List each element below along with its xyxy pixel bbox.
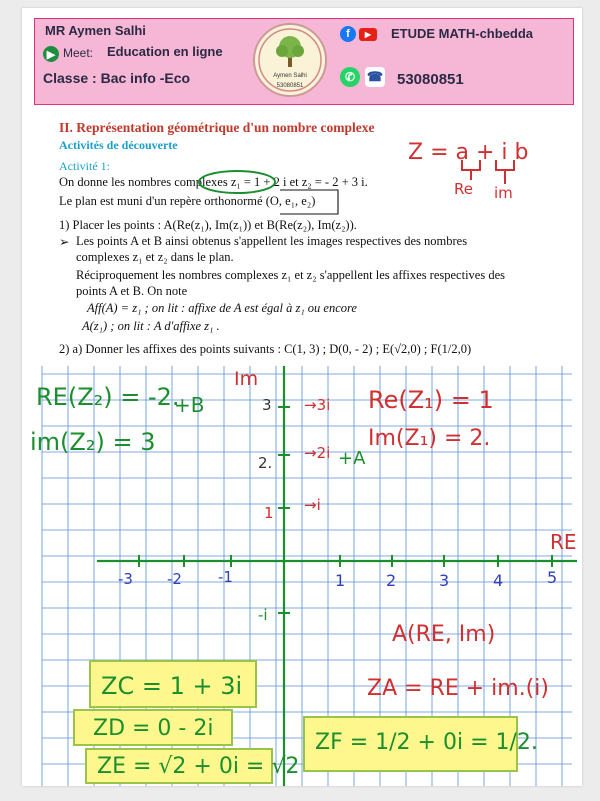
re-z1-note: Re(Z₁) = 1 (368, 386, 494, 414)
phone-number: 53080851 (397, 71, 464, 88)
point-i: →i (304, 496, 321, 514)
x-tick-minus-1: -1 (218, 568, 233, 586)
x-tick-minus-3: -3 (118, 570, 133, 588)
section-title: II. Représentation géométrique d'un nombre complexe (59, 120, 375, 135)
meet-label: Meet: (63, 46, 94, 60)
repere-bracket (280, 190, 338, 214)
re-axis-label: RE (550, 530, 577, 554)
im-axis-label: Im (234, 368, 259, 390)
re-annotation: Re (454, 180, 473, 198)
youtube-icon: ▶ (359, 28, 377, 41)
meet-value: Education en ligne (107, 44, 223, 59)
im-z2-note: im(Z₂) = 3 (30, 428, 156, 456)
images-paragraph-2: complexes z₁ et z₂ dans le plan. (76, 250, 234, 264)
zd-answer-box (73, 709, 233, 746)
phone-icon: ☎ (365, 67, 385, 87)
document-page (22, 8, 582, 786)
y-tick-1: 1 (264, 504, 274, 522)
ze-answer: ZE = √2 + 0i = √2 (97, 754, 300, 779)
meet-icon: ▶ (43, 46, 59, 62)
affixes-paragraph-2: points A et B. On note (76, 284, 188, 298)
x-tick-3: 3 (439, 571, 450, 590)
teacher-name: MR Aymen Salhi (45, 23, 146, 38)
plus-a-mark: +A (338, 448, 366, 469)
facebook-icon: f (340, 26, 356, 42)
plane-statement: Le plan est muni d'un repère orthonormé (O, e₁, e₂) (59, 194, 316, 208)
zc-answer: ZC = 1 + 3i (101, 672, 243, 700)
logo-number: 53080851 (276, 83, 304, 89)
zc-answer-box (89, 660, 257, 708)
whatsapp-icon: ✆ (340, 67, 360, 87)
z1-highlight-circle (199, 171, 275, 193)
given-numbers: On donne les nombres complexes z₁ = 1 + 2 i et z₂ = - 2 + 3 i. (59, 175, 368, 189)
question-2a: 2) a) Donner les affixes des points suivants : C(1, 3) ; D(0, - 2) ; E(√2,0) ; F(1/2,0) (59, 342, 472, 356)
a-coordinates: A(RE, Im) (392, 622, 496, 647)
point-2i: →2i (304, 444, 331, 462)
za-definition: ZA = RE + im.(i) (367, 676, 549, 701)
aff-notation: Aff(A) = z₁ ; on lit : affixe de A est égal à z₁ ou encore (87, 301, 357, 315)
x-tick-4: 4 (493, 571, 504, 590)
activities-subtitle: Activités de découverte (59, 138, 178, 152)
channel-name: ETUDE MATH-chbedda (391, 26, 534, 41)
zf-answer-box (303, 716, 538, 772)
im-annotation: im (494, 184, 513, 202)
logo-text: Aymen Salhi (273, 73, 307, 79)
plus-b-note: +B (174, 393, 205, 417)
y-tick-3: 3 (262, 396, 272, 414)
activity-heading: Activité 1: (59, 159, 110, 173)
z-definition: Z = a + i b (408, 140, 529, 165)
x-tick-5: 5 (547, 568, 558, 587)
x-tick-1: 1 (335, 571, 346, 590)
zd-answer: ZD = 0 - 2i (93, 716, 214, 741)
zf-answer: ZF = 1/2 + 0i = 1/2. (315, 730, 538, 755)
class-label: Classe : Bac info -Eco (43, 70, 191, 86)
x-tick-minus-2: -2 (167, 570, 182, 588)
y-tick-2: 2. (258, 454, 273, 472)
question-1: 1) Placer les points : A(Re(z₁), Im(z₁)) et B(Re(z₂), Im(z₂)). (59, 218, 357, 232)
x-tick-2: 2 (386, 571, 397, 590)
images-paragraph: Les points A et B ainsi obtenus s'appellent les images respectives des nombres (76, 234, 468, 248)
re-z2-note: RE(Z₂) = -2. (36, 383, 180, 411)
a-notation: A(z₁) ; on lit : A d'affixe z₁ . (82, 319, 220, 333)
point-3i: →3i (304, 396, 331, 414)
y-tick-minus-1: -i (258, 606, 268, 624)
im-z1-note: Im(Z₁) = 2. (368, 426, 491, 451)
bullet-arrow: ➢ (59, 235, 70, 249)
ze-answer-box (85, 748, 300, 784)
affixes-paragraph: Réciproquement les nombres complexes z₁ et z₂ s'appellent les affixes respectives des (76, 268, 505, 282)
